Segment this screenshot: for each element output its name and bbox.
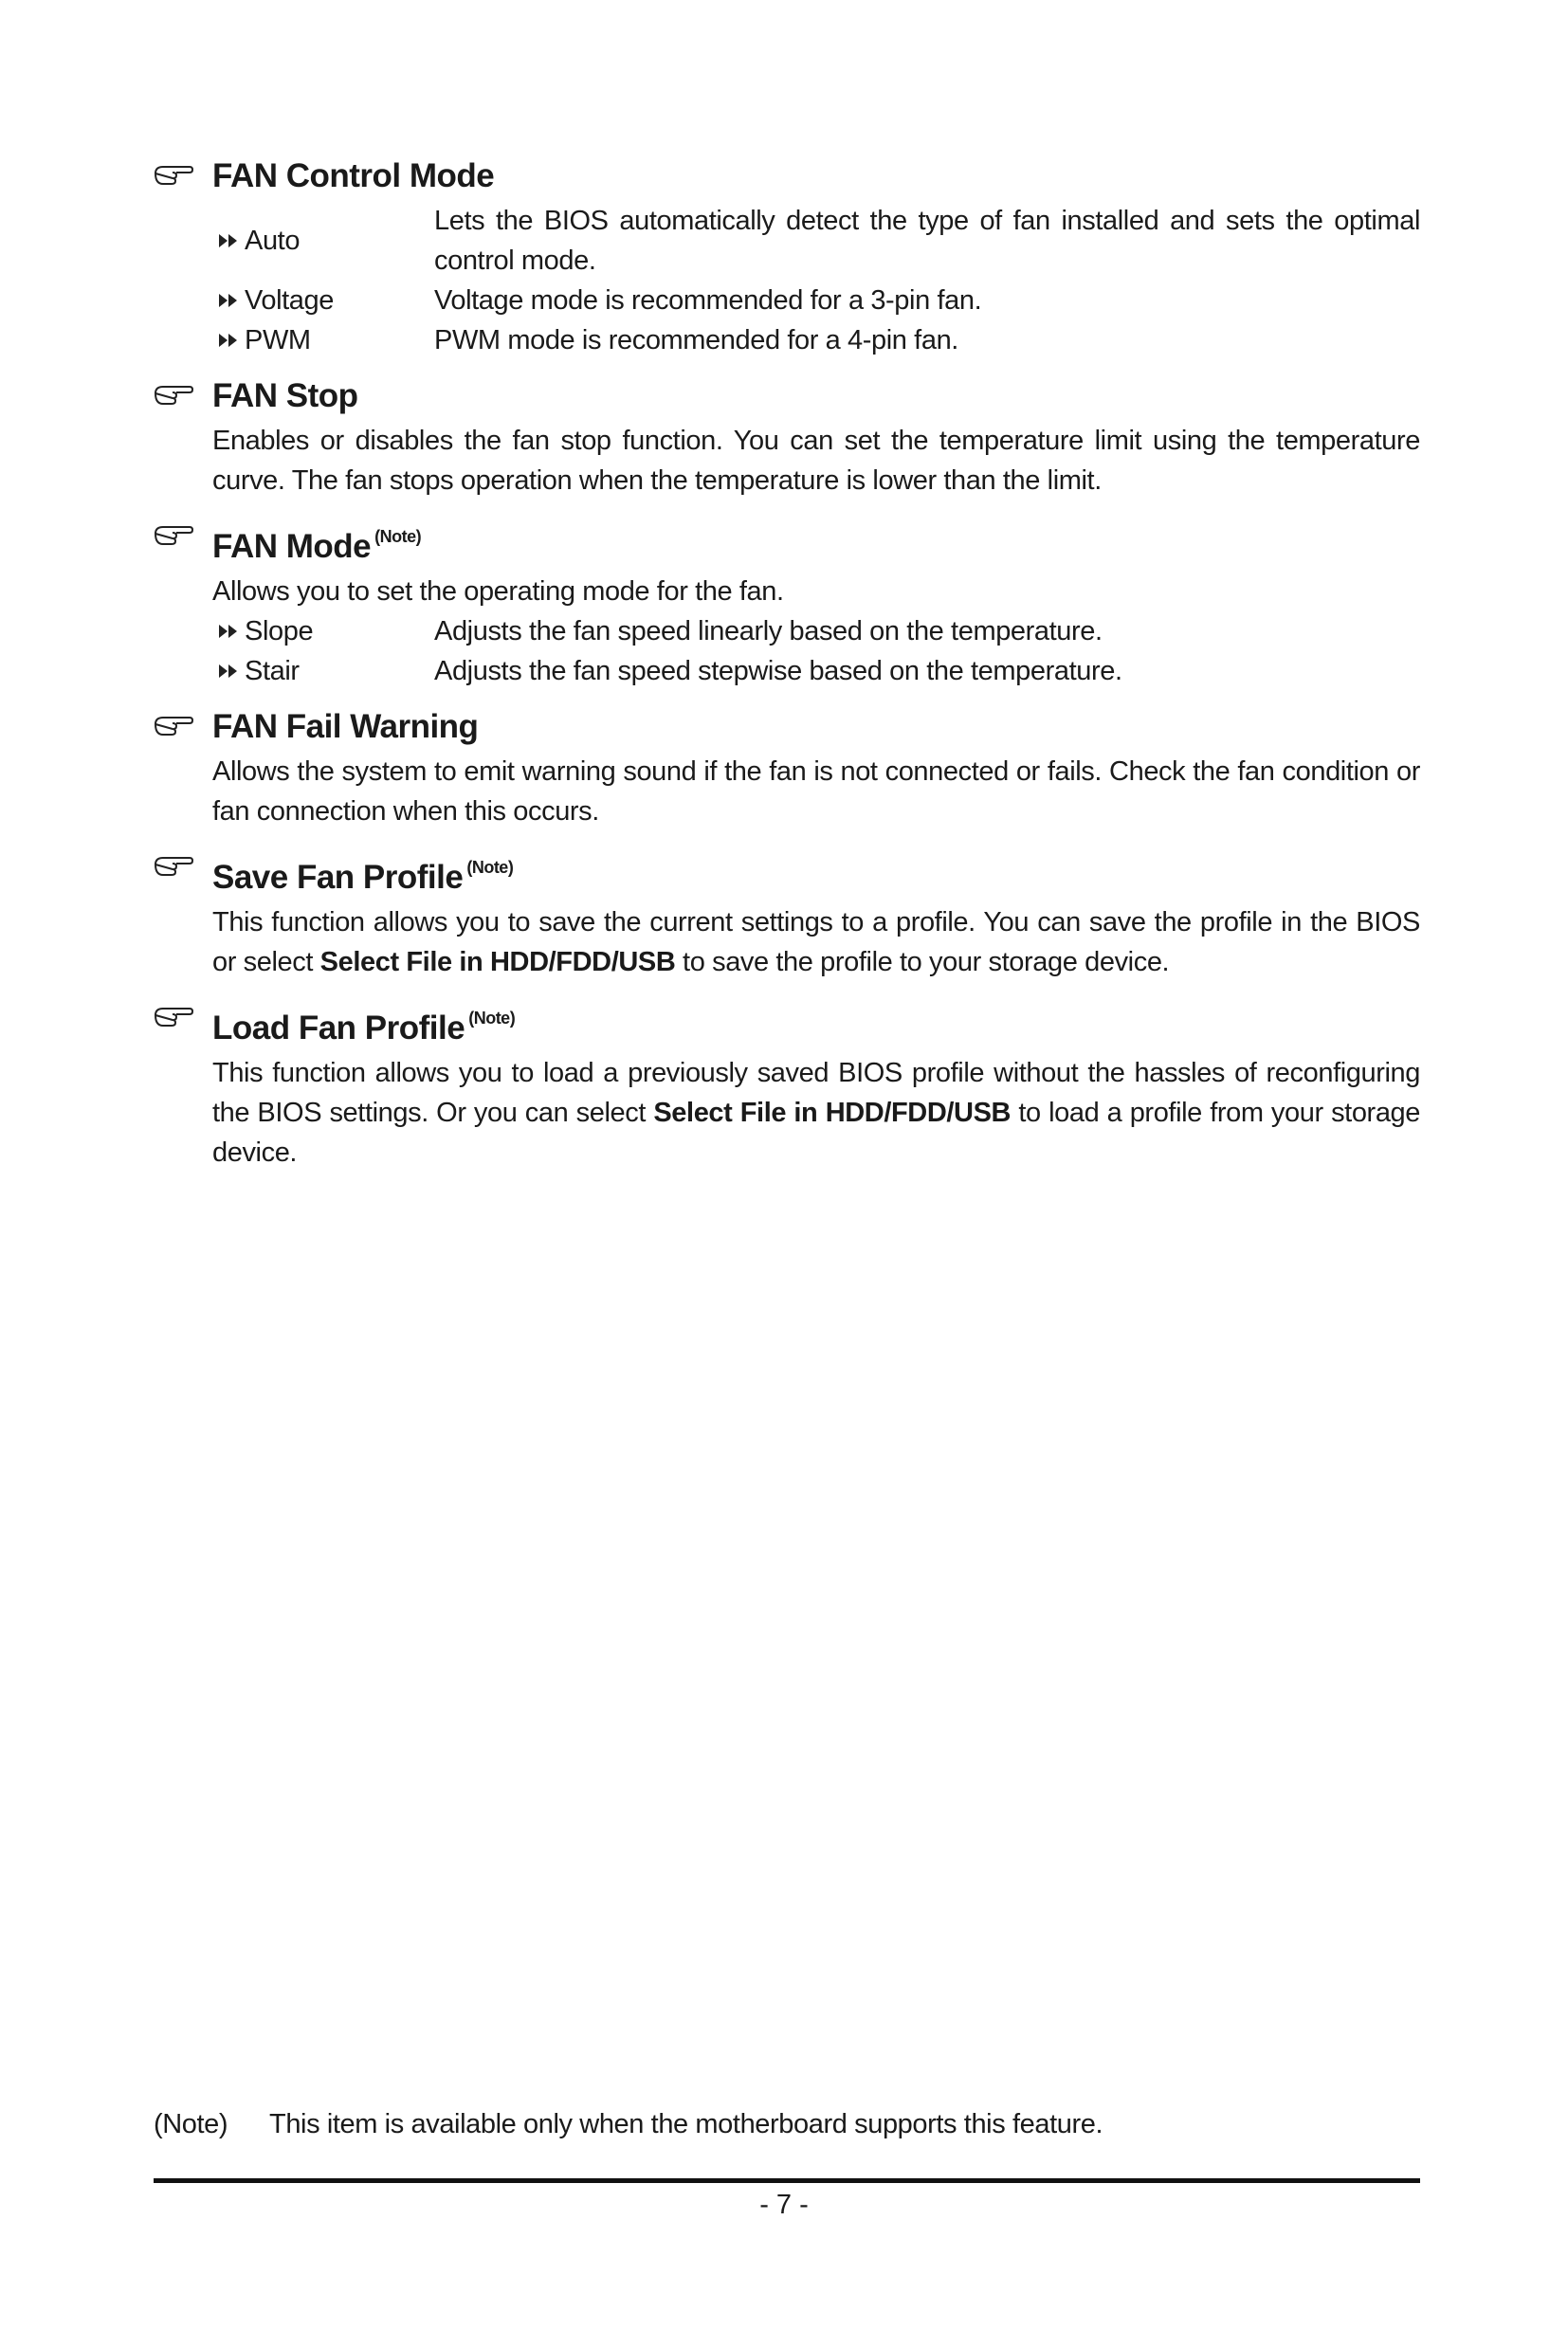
heading-text: FAN Stop — [212, 377, 358, 414]
heading-text: FAN Control Mode — [212, 157, 495, 194]
section-heading — [212, 993, 1420, 1053]
pointing-hand-icon — [154, 377, 193, 409]
option-name: PWM — [245, 325, 311, 355]
section-load-fan-profile — [154, 993, 1420, 1173]
section-save-fan-profile — [154, 843, 1420, 982]
footnote-text: This item is available only when the motherboard supports this feature. — [269, 2109, 1103, 2139]
footer-divider — [154, 2178, 1420, 2183]
option-description: PWM mode is recommended for a 4-pin fan. — [434, 325, 958, 355]
option-row — [216, 611, 1420, 651]
section-heading — [212, 152, 1420, 201]
option-description: Lets the BIOS automatically detect the type of fan installed and sets the optimal control mode. — [434, 206, 1420, 276]
page-number: - 7 - — [759, 2190, 809, 2220]
pointing-hand-icon — [154, 999, 193, 1031]
section-paragraph: Allows you to set the operating mode for the fan. — [212, 576, 784, 607]
section-paragraph: This function allows you to save the current settings to a profile. You can save the profile in the BIOS or select Select File in HDD/FDD/USB to save the profile to your storage device. — [212, 907, 1420, 977]
option-row — [216, 651, 1420, 691]
option-row — [216, 201, 1420, 281]
section-heading — [212, 512, 1420, 572]
pointing-hand-icon — [154, 157, 193, 190]
heading-text: FAN Mode — [212, 528, 372, 565]
note-superscript: (Note) — [466, 858, 514, 877]
pointing-hand-icon — [154, 708, 193, 740]
pointing-hand-icon — [154, 518, 193, 550]
option-name: Slope — [245, 616, 314, 646]
option-description: Voltage mode is recommended for a 3-pin fan. — [434, 285, 982, 316]
section-paragraph: Enables or disables the fan stop function. You can set the temperature limit using the temperature curve. The fan stops operation when the temperature is lower than the limit. — [212, 426, 1420, 496]
option-row — [216, 320, 1420, 360]
section-fan-fail-warning — [154, 702, 1420, 831]
option-row — [216, 281, 1420, 320]
double-arrow-icon — [216, 622, 241, 641]
section-heading — [212, 702, 1420, 752]
heading-text: Save Fan Profile — [212, 859, 464, 896]
section-heading — [212, 843, 1420, 902]
menu-path-emphasis: Select File in HDD/FDD/USB — [653, 1098, 1012, 1128]
footnote-label: (Note) — [154, 2109, 228, 2139]
option-description: Adjusts the fan speed linearly based on the temperature. — [434, 616, 1103, 646]
pointing-hand-icon — [154, 848, 193, 881]
document-body — [154, 152, 1420, 1173]
heading-text: FAN Fail Warning — [212, 708, 479, 745]
menu-path-emphasis: Select File in HDD/FDD/USB — [319, 947, 676, 977]
heading-text: Load Fan Profile — [212, 1010, 465, 1046]
option-name: Stair — [245, 656, 300, 686]
section-fan-stop — [154, 372, 1420, 500]
option-name: Voltage — [245, 285, 334, 316]
note-superscript: (Note) — [468, 1009, 516, 1028]
double-arrow-icon — [216, 331, 241, 350]
section-heading — [212, 372, 1420, 421]
footnote — [154, 2104, 1420, 2144]
double-arrow-icon — [216, 231, 241, 250]
double-arrow-icon — [216, 662, 241, 681]
option-description: Adjusts the fan speed stepwise based on the temperature. — [434, 656, 1122, 686]
section-fan-mode — [154, 512, 1420, 691]
double-arrow-icon — [216, 291, 241, 310]
option-name: Auto — [245, 226, 301, 256]
section-paragraph: This function allows you to load a previously saved BIOS profile without the hassles of reconfiguring the BIOS settings. Or you can select Select File in HDD/FDD/USB to load a profile from your storage device. — [212, 1058, 1420, 1168]
note-superscript: (Note) — [374, 527, 422, 546]
section-fan-control-mode — [154, 152, 1420, 360]
section-paragraph: Allows the system to emit warning sound if the fan is not connected or fails. Check the fan condition or fan connection when this occurs. — [212, 756, 1420, 827]
